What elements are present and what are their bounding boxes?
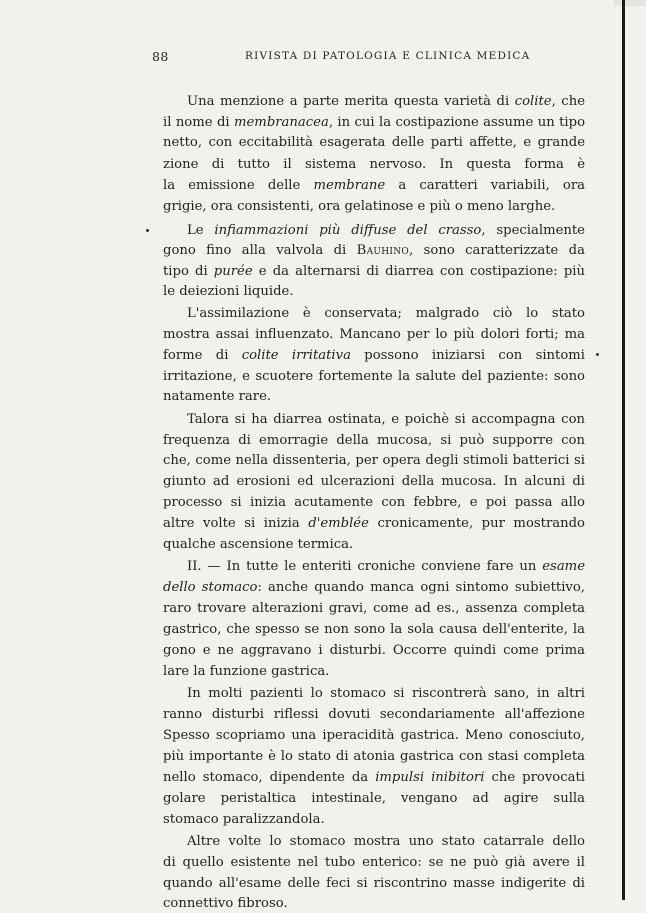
text-line bbox=[187, 93, 585, 111]
text-line bbox=[163, 156, 585, 174]
text-line bbox=[163, 769, 585, 787]
text-line bbox=[187, 222, 585, 240]
text-line bbox=[163, 621, 585, 639]
small-caps-name: Bauhino bbox=[356, 243, 410, 258]
text-line bbox=[163, 368, 585, 386]
text-run: , specialmente bbox=[481, 223, 585, 238]
italic-term: infiammazioni più diffuse del crasso bbox=[214, 223, 482, 238]
text-run: possono iniziarsi con sintomi bbox=[364, 348, 585, 363]
text-run: mostra assai influenzato. Mancano per lo più dolori forti; ma bbox=[163, 327, 585, 342]
text-line bbox=[187, 411, 585, 429]
text-run: , che bbox=[551, 94, 585, 109]
text-line bbox=[163, 727, 585, 745]
text-run: golare peristaltica intestinale, vengano ad agire sulla bbox=[163, 791, 585, 806]
text-line bbox=[163, 347, 585, 365]
text-run: giunto ad erosioni ed ulcerazioni della mucosa. In alcuni di bbox=[163, 474, 585, 489]
italic-term: membrane bbox=[313, 178, 386, 193]
text-run: quando all'esame delle feci si riscontrino masse indigerite di bbox=[163, 876, 585, 891]
italic-term: impulsi inibitori bbox=[375, 770, 485, 785]
text-run: Altre volte lo stomaco mostra uno stato catarrale dello bbox=[187, 834, 585, 849]
italic-term: purée bbox=[213, 264, 253, 279]
text-run: nello stomaco, dipendente da bbox=[163, 770, 376, 785]
text-run: grigie, ora consistenti, ora gelatinose e più o meno larghe. bbox=[163, 199, 556, 214]
text-run: forme di bbox=[163, 348, 242, 363]
italic-term: dello stomaco bbox=[163, 580, 258, 595]
speck-mark bbox=[146, 229, 149, 232]
text-run: processo si inizia acutamente con febbre, e poi passa allo bbox=[163, 495, 585, 510]
text-run: : anche quando manca ogni sintomo subiettivo, bbox=[257, 580, 585, 595]
text-run: ranno disturbi riflessi dovuti secondariamente all'affezione bbox=[163, 707, 585, 722]
text-line bbox=[163, 242, 585, 260]
text-run: lare la funzione gastrica. bbox=[163, 664, 330, 679]
text-run: frequenza di emorragie della mucosa, si può supporre con bbox=[163, 433, 585, 448]
text-run: Una menzione a parte merita questa varietà di bbox=[187, 94, 515, 109]
text-line bbox=[163, 875, 585, 893]
text-line bbox=[163, 706, 585, 724]
page-header bbox=[0, 49, 646, 69]
text-line bbox=[163, 326, 585, 344]
text-line bbox=[163, 811, 325, 829]
text-line bbox=[163, 452, 585, 470]
text-line bbox=[163, 177, 585, 195]
text-line bbox=[163, 663, 329, 681]
text-run: altre volte si inizia bbox=[163, 516, 309, 531]
text-line bbox=[163, 494, 585, 512]
italic-term: esame bbox=[542, 559, 585, 574]
text-line bbox=[163, 854, 585, 872]
text-line bbox=[163, 283, 294, 301]
text-run: le deiezioni liquide. bbox=[163, 284, 294, 299]
text-line bbox=[163, 388, 271, 406]
text-line bbox=[163, 642, 585, 660]
text-run: raro trovare alterazioni gravi, come ad es., assenza completa bbox=[163, 601, 585, 616]
text-line bbox=[163, 198, 555, 216]
text-line bbox=[163, 263, 585, 281]
text-line bbox=[163, 536, 353, 554]
text-line bbox=[163, 432, 585, 450]
text-run: netto, con eccitabilità esagerata delle parti affette, e grande bbox=[163, 135, 585, 150]
italic-term: d'emblée bbox=[308, 516, 369, 531]
text-line bbox=[187, 305, 585, 323]
text-run: a caratteri variabili, ora bbox=[398, 178, 585, 193]
text-run: Le bbox=[187, 223, 215, 238]
text-line bbox=[163, 790, 585, 808]
text-run: la emissione delle bbox=[163, 178, 314, 193]
text-line bbox=[187, 558, 585, 576]
text-run: , sono caratterizzate da bbox=[409, 243, 585, 258]
text-line bbox=[163, 600, 585, 618]
page-number: 88 bbox=[152, 49, 169, 64]
text-run: gono e ne aggravano i disturbi. Occorre quindi come prima bbox=[163, 643, 585, 658]
text-line bbox=[163, 748, 585, 766]
italic-term: membranacea bbox=[234, 115, 329, 130]
text-run: il nome di bbox=[163, 115, 234, 130]
text-run: irritazione, e scuotere fortemente la salute del paziente: sono bbox=[163, 369, 585, 384]
speck-mark bbox=[596, 353, 599, 356]
running-head: RIVISTA DI PATOLOGIA E CLINICA MEDICA bbox=[245, 50, 531, 62]
text-run: L'assimilazione è conservata; malgrado ciò lo stato bbox=[187, 306, 585, 321]
text-run: natamente rare. bbox=[163, 389, 272, 404]
text-run: Spesso scopriamo una iperacidità gastrica. Meno conosciuto, bbox=[163, 728, 585, 743]
text-run: cronicamente, pur mostrando bbox=[377, 516, 585, 531]
text-line bbox=[187, 833, 585, 851]
text-run: che provocati bbox=[491, 770, 585, 785]
text-run: di quello esistente nel tubo enterico: se ne può già avere il bbox=[163, 855, 585, 870]
text-run: e da alternarsi di diarrea con costipazione: più bbox=[258, 264, 585, 279]
text-line bbox=[187, 685, 585, 703]
text-run: connettivo fibroso. bbox=[163, 896, 288, 911]
text-run: Talora si ha diarrea ostinata, e poichè si accompagna con bbox=[187, 412, 585, 427]
text-line bbox=[163, 895, 288, 913]
text-run: In molti pazienti lo stomaco si riscontrerà sano, in altri bbox=[187, 686, 585, 701]
text-run: zione di tutto il sistema nervoso. In questa forma è bbox=[163, 157, 585, 172]
text-line bbox=[163, 515, 585, 533]
text-line bbox=[163, 114, 585, 132]
text-run: gono fino alla valvola di bbox=[163, 243, 357, 258]
text-run: , in cui la costipazione assume un tipo bbox=[328, 115, 585, 130]
page-edge-shadow bbox=[614, 0, 646, 6]
text-run: più importante è lo stato di atonia gastrica con stasi completa bbox=[163, 749, 585, 764]
text-line bbox=[163, 134, 585, 152]
text-run: tipo di bbox=[163, 264, 214, 279]
text-run: che, come nella dissenteria, per opera degli stimoli batterici si bbox=[163, 453, 585, 468]
text-run: stomaco paralizzandola. bbox=[163, 812, 325, 827]
italic-term: colite bbox=[514, 94, 552, 109]
text-run: II. — In tutte le enteriti croniche conviene fare un bbox=[187, 559, 543, 574]
text-line bbox=[163, 473, 585, 491]
text-run: gastrico, che spesso se non sono la sola causa dell'enterite, la bbox=[163, 622, 585, 637]
text-run: qualche ascensione termica. bbox=[163, 537, 354, 552]
text-line bbox=[163, 579, 585, 597]
page-binding-edge bbox=[622, 0, 625, 900]
italic-term: colite irritativa bbox=[241, 348, 351, 363]
